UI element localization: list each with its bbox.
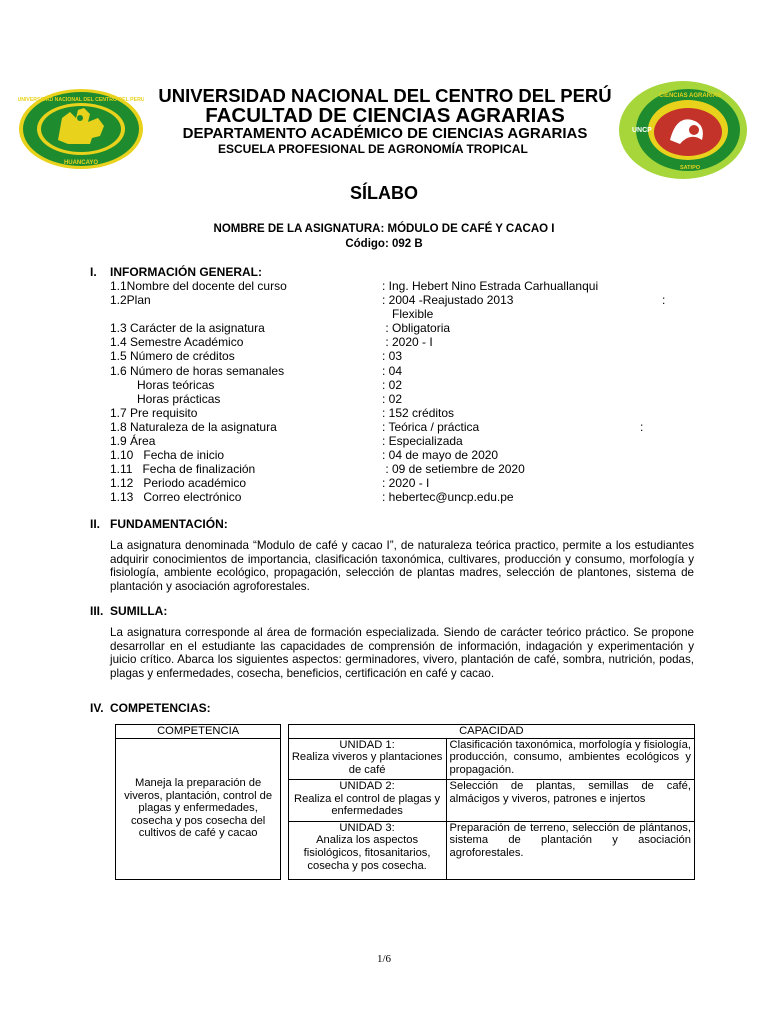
logo-right-side: UNCP [632,127,652,134]
competencia-cell: Maneja la preparación de viveros, plantación, control de plagas y enfermedades, cosecha y pos cosecha del cultivos de café y cacao [116,738,281,879]
logo-right-city: SATIPO [679,165,701,171]
capacity-cell: Clasificación taxonómica, morfología y fisiología, producción, consumo, ambientes ecológicos y propagación. [446,738,694,780]
competencias-table [115,724,695,880]
department-name: DEPARTAMENTO ACADÉMICO DE CIENCIAS AGRARIAS [182,125,588,142]
info-row: 1.2Plan : 2004 -Reajustado 2013 : [110,293,666,308]
course-code: Código: 092 B [345,238,423,250]
section-heading-sumilla: III. SUMILLA: [90,604,168,618]
info-row: 1.1Nombre del docente del curso : Ing. Hebert Nino Estrada Carhuallanqui [110,279,599,293]
info-row: 1.5 Número de créditos : 03 [110,349,403,364]
school-name: ESCUELA PROFESIONAL DE AGRONOMÍA TROPICAL [218,142,528,156]
capacity-cell: Preparación de terreno, selección de plántanos, sistema de plantación y asociación agroforestales. [446,821,694,879]
unit-cell: UNIDAD 3: Analiza los aspectos fisiológicos, fitosanitarios, cosecha y pos cosecha. [288,821,446,879]
subject-name: NOMBRE DE LA ASIGNATURA: MÓDULO DE CAFÉ Y CACAO I [213,223,555,235]
info-row: Horas teóricas : 02 [137,377,403,392]
info-row: 1.8 Naturaleza de la asignatura : Teórica / práctica : [110,419,644,434]
info-row: Flexible [382,307,434,322]
table-row [116,738,695,780]
info-row: 1.3 Carácter de la asignatura : Obligatoria [110,321,451,336]
document-title: SÍLABO [349,183,418,203]
sumilla-text: La asignatura corresponde al área de formación especializada. Siendo de carácter teórico práctico. Se propone desarrollar en el estudiante las capacidades de comprensión de información, indagación y experimentación y juicio crítico. Abarca los siguientes aspectos: germinadores, vivero, plantación de café, sombra, nutrición, podas, plagas y enfermedades, cosecha, beneficios, certificación en café y cacao. [110,626,694,680]
section-heading-fundamentacion: II. FUNDAMENTACIÓN: [90,517,228,531]
info-row: 1.13 Correo electrónico : hebertec@uncp.edu.pe [110,490,514,505]
header-capacidad: CAPACIDAD [288,725,694,739]
section-heading-competencias: IV. COMPETENCIAS: [90,701,211,715]
info-row: Horas prácticas : 02 [137,391,403,406]
section-title: INFORMACIÓN GENERAL: [110,265,262,279]
info-row: 1.4 Semestre Académico : 2020 - I [110,335,433,350]
university-logo [18,88,144,170]
logo-left-city: HUANCAYO [63,160,99,166]
unit-cell: UNIDAD 2: Realiza el control de plagas y enfermedades [288,780,446,822]
info-row: 1.11 Fecha de finalización : 09 de setiembre de 2020 [110,462,525,477]
general-info-list [110,279,710,505]
faculty-name: FACULTAD DE CIENCIAS AGRARIAS [205,104,565,127]
capacity-cell: Selección de plantas, semillas de café, almácigos y viveros, patrones e injertos [446,780,694,822]
page-number: 1/6 [376,953,392,965]
logo-left-text: UNIVERSIDAD NACIONAL DEL CENTRO DEL PERU [18,97,144,103]
header-competencia: COMPETENCIA [116,725,281,739]
info-row: 1.6 Número de horas semanales : 04 [110,363,403,378]
info-row: 1.10 Fecha de inicio : 04 de mayo de 2020 [110,448,499,463]
university-name: UNIVERSIDAD NACIONAL DEL CENTRO DEL PERÚ [158,85,612,106]
table-header-row [116,725,695,739]
fundamentacion-text: La asignatura denominada “Modulo de café y cacao I”, de naturaleza teórica practico, permite a los estudiantes adquirir conocimientos de importancia, clasificación taxonómica, cultivares, producción y consumo, morfología y fisiología, ambiente ecológico, propagación, selección de plantas madres, selección de plantones, sistema de plantación y asociación agroforestales. [110,539,694,593]
info-row: 1.9 Área : Especializada [110,434,463,449]
section-heading-general-info [90,265,262,279]
faculty-logo [618,80,748,180]
info-row: 1.12 Periodo académico : 2020 - I [110,476,430,491]
unit-cell: UNIDAD 1: Realiza viveros y plantaciones de café [288,738,446,780]
info-row: 1.7 Pre requisito : 152 créditos [110,405,455,420]
logo-right-top: CIENCIAS AGRARIAS [658,93,722,99]
section-number: I. [90,265,97,279]
